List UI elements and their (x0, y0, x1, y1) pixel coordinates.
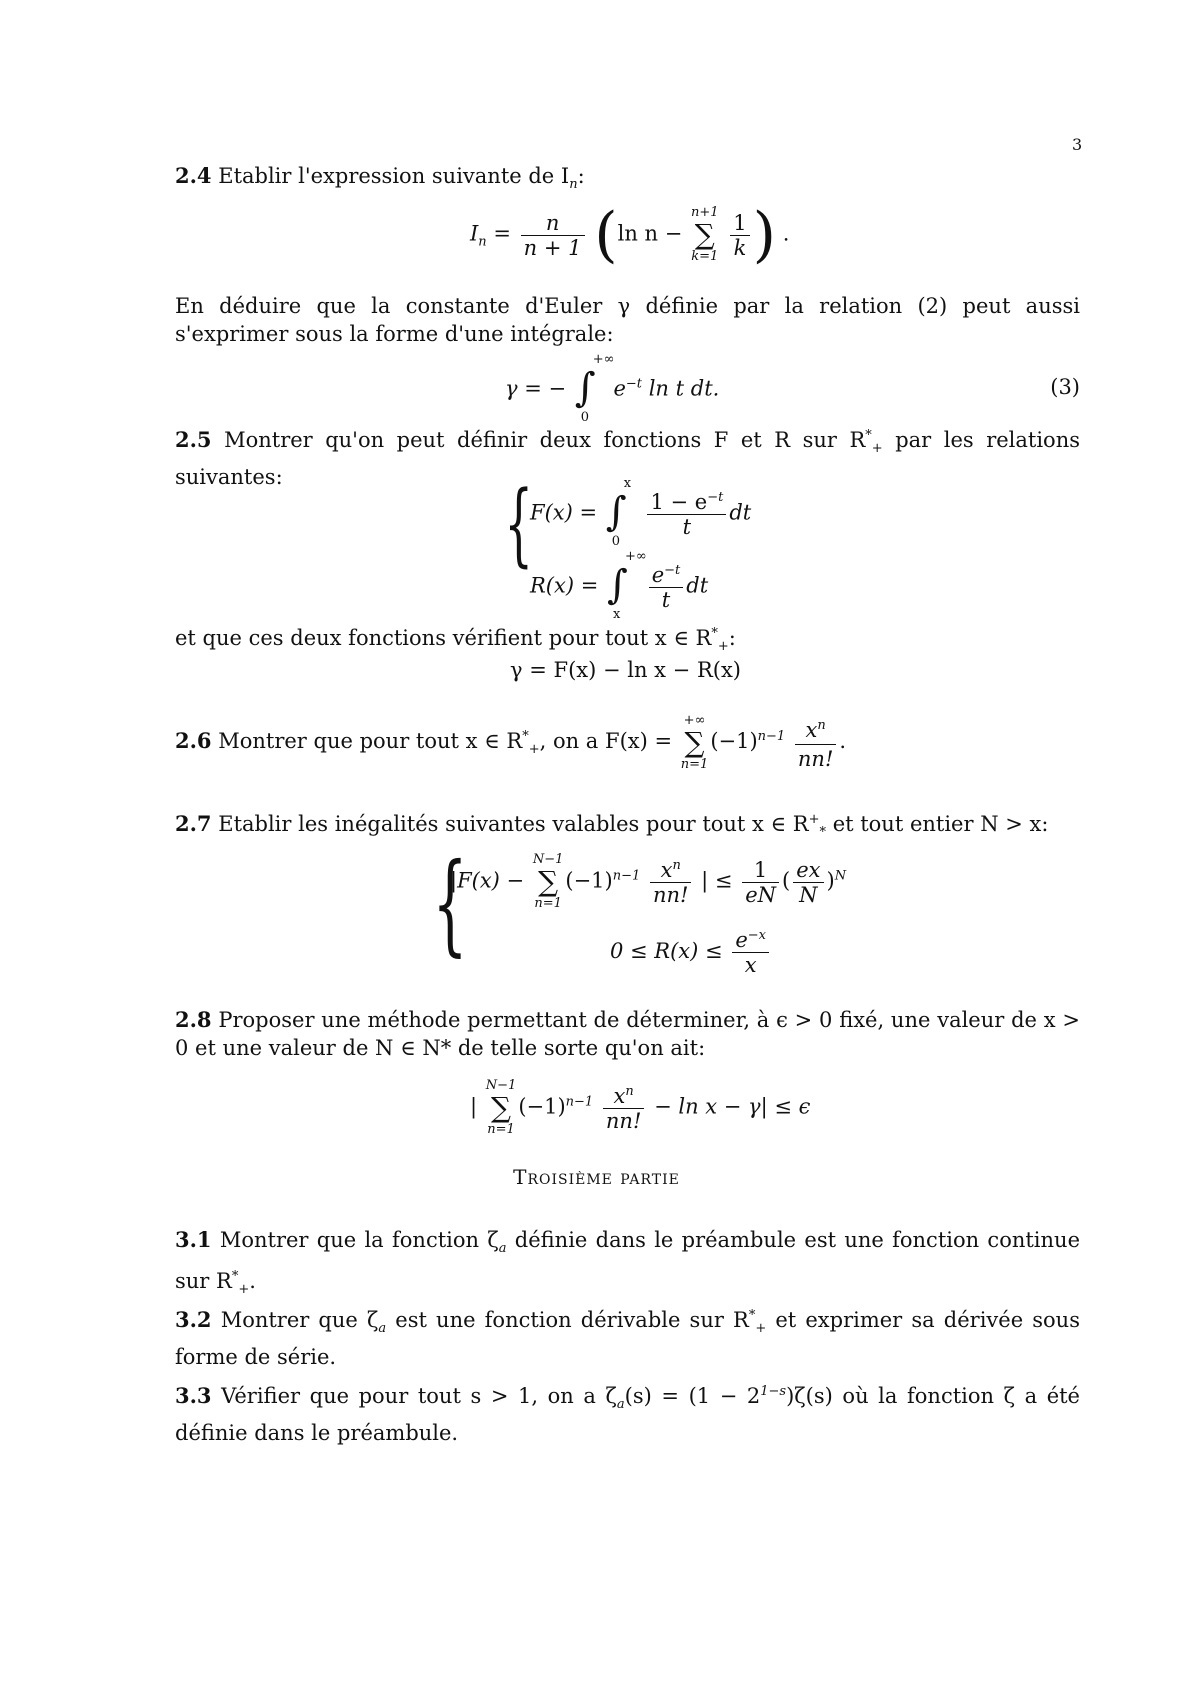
sigma-icon: ∑ (538, 865, 559, 898)
frac-den: k (733, 235, 747, 260)
part-heading (0, 1165, 1193, 1189)
frac-num: 1 (742, 858, 779, 883)
subscript: + (871, 441, 883, 457)
inequality-F: |F(x) − N−1 ∑ $n=1(-1)^{n-1}$ $\frac{x^n}{nn!}$ | ≤ $\frac{1}{eN}$ ( $\frac{ex}{N}$ )$^N$ (450, 852, 847, 911)
frac-num: n (521, 211, 585, 236)
frac-den: t (661, 587, 671, 612)
part-heading-text: Troisième partie (513, 1165, 680, 1189)
question-text-mid: (s) = (1 − 2 (624, 1384, 761, 1408)
question-3-1: 3.1 Montrer que la fonction $\zeta_a$ définie dans le préambule est une fonction continue sur $R^*_+$. (175, 1227, 1080, 1298)
question-2-4-intro (175, 162, 1080, 199)
subscript: a (498, 1241, 507, 1257)
question-text-end: par les relations suivantes: (175, 428, 1080, 490)
eq-ln: ln n − (617, 221, 683, 246)
term: (−1) (710, 729, 758, 753)
frac-num-exp: −t (664, 562, 681, 578)
left-paren: ( (594, 200, 618, 270)
question-number: 2.8 (175, 1007, 212, 1032)
fraction (732, 928, 769, 977)
subscript: a (378, 1321, 387, 1337)
question-2-8-intro (175, 1006, 1080, 1062)
sum-operator (691, 205, 719, 265)
question-text: Montrer que pour tout x ∈ R (218, 729, 523, 753)
frac-num: x (805, 718, 818, 742)
ineq-lhs: 0 ≤ R(x) ≤ (610, 939, 723, 963)
frac-den: nn! (797, 747, 834, 771)
frac-num-exp: −t (707, 489, 724, 505)
eq-lhs-sub: n (478, 234, 487, 250)
abs-open: | (470, 1094, 478, 1119)
frac-num: 1 − e (650, 489, 708, 514)
term: (−1) (518, 1094, 566, 1119)
eq-lhs: R(x) = (530, 573, 599, 598)
page-number: 3 (1072, 135, 1083, 154)
question-2-7-intro: 2.7 Etablir les inégalités suivantes valables pour tout x ∈ $R^+_*$ et tout entier N > x: (175, 811, 1049, 841)
question-text-end: et exprimer sa dérivée sous forme de série. (175, 1308, 1080, 1370)
question-text: Proposer une méthode permettant de déterminer, à ϵ > 0 fixé, une valeur de x > 0 et une valeur de N ∈ N* de telle sorte qu'on ait: (175, 1008, 1080, 1060)
integral-icon: ∫ (607, 562, 628, 608)
ineq-lhs: |F(x) − (450, 868, 525, 893)
frac-den: eN (745, 882, 777, 907)
question-text-end: et tout entier N > x: (832, 812, 1049, 836)
question-text: Montrer que la fonction ζ (219, 1228, 499, 1252)
fraction (795, 712, 837, 773)
question-text: Montrer que ζ (220, 1308, 379, 1332)
sum-top: N−1 (485, 1078, 517, 1093)
frac-num-exp: −x (747, 928, 766, 943)
eq-lhs: F(x) = (530, 500, 598, 525)
question-2-6 (175, 712, 1075, 773)
frac-den: nn! (652, 882, 689, 907)
integral-operator (573, 352, 615, 425)
sum-bot: n=1 (487, 1122, 515, 1137)
eq-rest: − ln x − γ| ≤ ϵ (654, 1094, 811, 1119)
subscript: n (569, 177, 578, 193)
fraction (603, 1084, 645, 1133)
question-text-mid: , on a F(x) = (539, 729, 673, 753)
question-2-4-text: En déduire que la constante d'Euler γ définie par la relation (2) peut aussi s'exprimer sous la forme d'une intégrale: (175, 294, 1080, 346)
equation-F (530, 476, 752, 549)
question-text: Vérifier que pour tout s > 1, on a ζ (221, 1384, 617, 1408)
subscript: + (528, 742, 540, 758)
question-text: Etablir les inégalités suivantes valables pour tout x ∈ R (218, 812, 809, 836)
superscript: 1−s (760, 1384, 787, 1399)
fraction (521, 211, 585, 260)
question-text-end: définie dans le préambule est une fonction continue sur R (175, 1228, 1080, 1294)
question-number: 2.7 (175, 811, 212, 836)
inequality-epsilon (470, 1078, 810, 1138)
sigma-icon: ∑ (694, 218, 715, 251)
frac-num-exp: n (625, 1083, 634, 1099)
frac-den: x (744, 953, 757, 977)
question-3-3 (175, 1378, 1080, 1447)
eq-exp: −t (625, 376, 643, 392)
sum-operator (681, 713, 709, 773)
equation-gamma-relation: γ = F(x) − ln x − R(x) (510, 658, 741, 682)
question-text: Montrer qu'on peut définir deux fonctions F et R sur R (224, 428, 866, 452)
integral-operator (604, 476, 638, 549)
sum-bot: n=1 (534, 896, 562, 911)
sum-top: N−1 (532, 852, 564, 867)
frac-den: n + 1 (523, 235, 582, 260)
punct: . (839, 729, 847, 753)
question-number: 2.5 (175, 427, 212, 452)
sigma-icon: ∑ (491, 1091, 512, 1124)
question-number: 3.3 (175, 1383, 212, 1408)
frac-den: nn! (605, 1108, 642, 1133)
inequality-R (610, 928, 772, 977)
sum-bot: k=1 (691, 249, 719, 264)
term-exp: n−1 (757, 729, 786, 744)
frac-num: x (613, 1083, 626, 1108)
fraction (730, 211, 749, 260)
left-brace: { (504, 472, 533, 577)
punct: : (728, 626, 736, 650)
question-number: 3.2 (175, 1307, 212, 1332)
superscript: * (522, 729, 529, 744)
question-3-2: 3.2 Montrer que $\zeta_a$ est une fonction dérivable sur $R^*_+$ et exprimer sa dérivée sous forme de série. (175, 1307, 1080, 1370)
sum-bot: n=1 (680, 756, 709, 772)
frac-num-exp: n (817, 718, 826, 733)
punct: : (577, 164, 585, 188)
frac-num-exp: n (672, 857, 681, 873)
integral-icon: ∫ (605, 489, 627, 535)
eq-rest: ln t dt. (648, 376, 720, 401)
term: (−1) (565, 868, 613, 893)
frac-num: e (651, 562, 665, 587)
sigma-icon: ∑ (684, 725, 705, 759)
superscript: * (711, 626, 718, 641)
fraction (793, 858, 823, 907)
question-text-mid: est une fonction dérivable sur R (395, 1308, 749, 1332)
eq-dt: dt (686, 573, 709, 598)
subscript: + (717, 639, 729, 655)
frac-den: t (682, 514, 692, 539)
fraction (649, 563, 684, 612)
question-text: et que ces deux fonctions vérifient pour tout x ∈ R (175, 626, 712, 650)
sum-operator (533, 852, 564, 912)
ineq-mid: | ≤ (701, 868, 733, 893)
sum-operator (486, 1078, 517, 1138)
equals: = (493, 221, 511, 246)
superscript: * (865, 428, 872, 443)
question-number: 2.6 (175, 728, 212, 753)
punct: . (249, 1269, 256, 1294)
eq-body: e (613, 376, 626, 401)
int-lower: x (613, 607, 621, 622)
right-paren: ) (752, 200, 777, 270)
question-number: 3.1 (175, 1227, 212, 1252)
fraction (650, 858, 692, 907)
equation-tag: (3) (1050, 375, 1080, 399)
left-brace: { (432, 839, 468, 967)
question-text: Etablir l'expression suivante de I (218, 164, 570, 188)
equation-gamma-integral (505, 352, 720, 425)
equation-In: $I_n$ = $\frac{n}{n + 1}$ (ln n − n+1 ∑ k=1 $\frac{1}{k}$ ) . (470, 200, 790, 270)
int-lower: 0 (611, 534, 621, 549)
int-lower: 0 (580, 410, 590, 425)
subscript: a (616, 1397, 625, 1413)
eq-dt: dt (729, 500, 752, 525)
integral-operator (605, 549, 647, 622)
int-upper: x (623, 476, 632, 491)
frac-num: x (660, 857, 673, 882)
eq-lhs: I (470, 221, 479, 246)
fraction (742, 858, 779, 907)
term-exp: n−1 (565, 1094, 594, 1110)
equation-R (530, 549, 709, 622)
frac-num: 1 (730, 211, 749, 236)
int-upper: +∞ (592, 352, 615, 367)
question-2-5-text (175, 620, 1080, 661)
ineq-exp: N (834, 868, 847, 884)
sum-top: n+1 (691, 205, 719, 220)
int-upper: +∞ (625, 549, 647, 564)
fraction (647, 490, 726, 539)
integral-icon: ∫ (574, 365, 596, 411)
frac-num: e (735, 928, 748, 952)
frac-num: ex (793, 858, 823, 883)
sum-top: +∞ (683, 712, 706, 728)
question-number: 2.4 (175, 163, 212, 188)
term-exp: n−1 (612, 868, 641, 884)
eq-lhs: γ = − (505, 376, 567, 401)
question-text-end: )ζ(s) où la fonction ζ a été définie dans le préambule. (175, 1384, 1080, 1446)
frac-den: N (799, 882, 818, 907)
